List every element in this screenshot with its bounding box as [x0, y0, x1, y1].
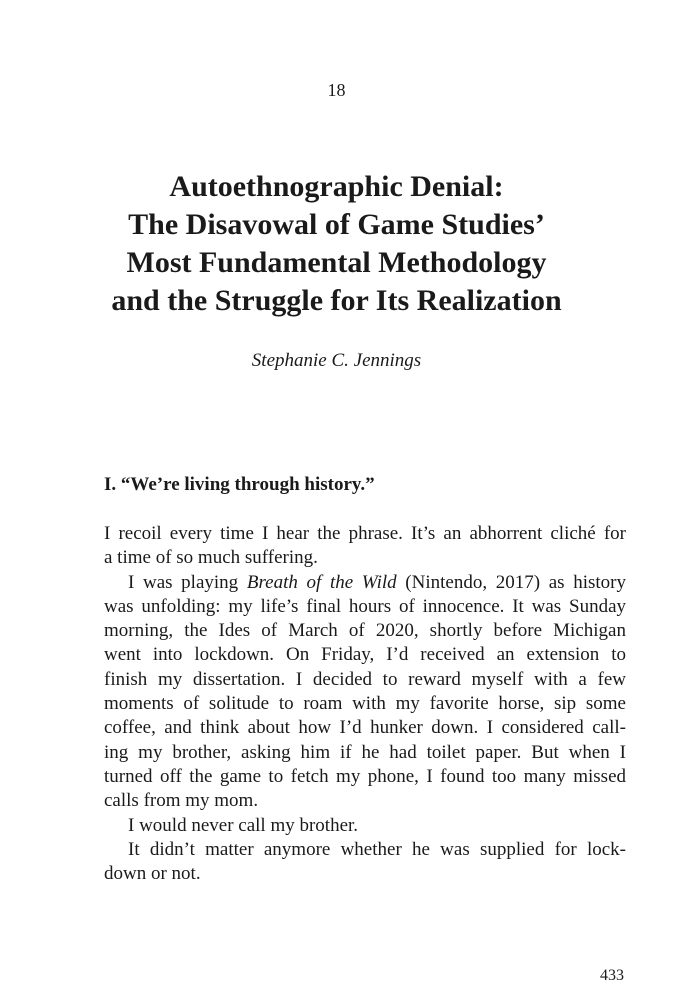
text-line: was unfolding: my life’s final hours of innocence. It was Sunday: [104, 595, 626, 617]
chapter-title-line: and the Struggle for Its Realization: [111, 284, 562, 317]
chapter-number: 18: [327, 80, 346, 100]
text-line: finish my dissertation. I decided to reward myself with a few: [104, 668, 626, 690]
text-line: morning, the Ides of March of 2020, shortly before Michigan: [104, 620, 626, 642]
text-line: turned off the game to fetch my phone, I found too many missed: [104, 765, 626, 787]
chapter-title-line: Most Fundamental Methodology: [126, 246, 547, 279]
text-line: calls from my mom.: [104, 790, 259, 812]
chapter-title-line: The Disavowal of Game Studies’: [128, 208, 545, 241]
text-fragment: (Nintendo, 2017) as history: [396, 571, 626, 593]
section-heading: I. “We’re living through history.”: [104, 474, 375, 495]
text-line: It didn’t matter anymore whether he was supplied for lock-: [128, 838, 626, 860]
body-text: [104, 522, 626, 886]
chapter-author: Stephanie C. Jennings: [251, 350, 422, 371]
text-fragment: I was playing: [128, 571, 247, 593]
text-line: I recoil every time I hear the phrase. It’s an abhorrent cliché for: [104, 523, 626, 544]
text-line: down or not.: [104, 863, 201, 885]
chapter-title-line: Autoethnographic Denial:: [169, 170, 504, 203]
text-line: moments of solitude to roam with my favorite horse, sip some: [104, 693, 626, 715]
text-line: [104, 571, 626, 595]
text-line: went into lockdown. On Friday, I’d received an extension to: [104, 644, 626, 666]
game-title: Breath of the Wild: [246, 571, 397, 593]
text-line: ing my brother, asking him if he had toilet paper. But when I: [104, 741, 626, 763]
page-number: 433: [600, 967, 624, 984]
text-line: coffee, and think about how I’d hunker down. I considered call-: [104, 717, 626, 739]
text-line: a time of so much suffering.: [104, 547, 318, 569]
text-line: I would never call my brother.: [128, 814, 359, 836]
chapter-title: [40, 168, 633, 320]
